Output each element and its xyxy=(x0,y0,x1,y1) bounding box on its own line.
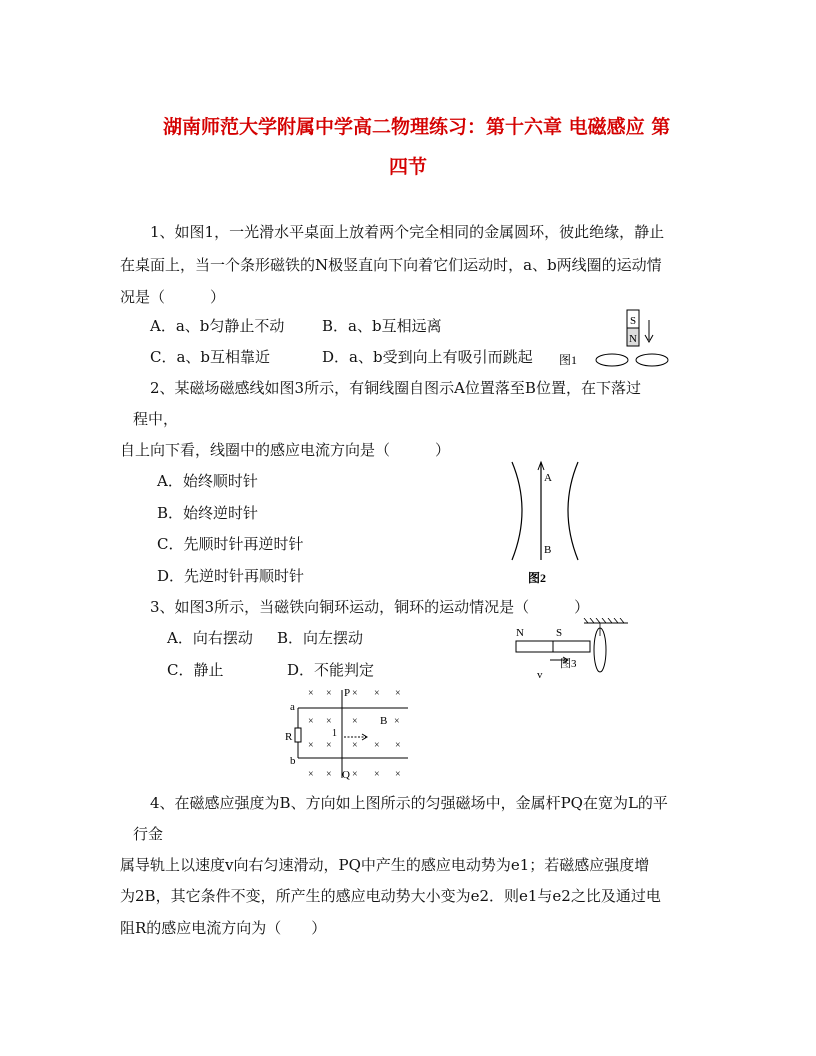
q3-option-d: D．不能判定 xyxy=(287,661,375,679)
field-cross: × xyxy=(326,769,332,780)
q1-option-c: C．a、b互相靠近 xyxy=(150,348,271,366)
field-cross: × xyxy=(352,740,358,751)
label-current: 1 xyxy=(332,728,337,739)
page-title-line2: 四节 xyxy=(389,156,428,178)
figure-2-label: 图2 xyxy=(528,571,547,585)
q2-line3: 自上向下看，线圈中的感应电流方向是（ ） xyxy=(120,441,451,459)
point-b-label: B xyxy=(544,544,552,556)
page-title-line1: 湖南师范大学附属中学高二物理练习：第十六章 电磁感应 第 xyxy=(163,116,671,138)
field-cross: × xyxy=(352,688,358,699)
q1-line2: 在桌面上，当一个条形磁铁的N极竖直向下向着它们运动时，a、b两线圈的运动情 xyxy=(120,256,662,274)
field-cross: × xyxy=(374,740,380,751)
field-cross: × xyxy=(308,769,314,780)
figure-3 xyxy=(510,618,630,684)
label-field-b: B xyxy=(380,715,388,727)
q3-option-b: B．向左摆动 xyxy=(277,629,364,647)
q4-line1: 4、在磁感应强度为B、方向如上图所示的匀强磁场中，金属杆PQ在宽为L的平 xyxy=(150,794,668,812)
field-cross: × xyxy=(395,740,401,751)
q1-option-b: B．a、b互相远离 xyxy=(322,317,442,335)
field-cross: × xyxy=(352,769,358,780)
field-crosses xyxy=(308,688,401,780)
resistor-r xyxy=(295,728,301,742)
figure-1-label: 图1 xyxy=(559,353,578,367)
field-cross: × xyxy=(395,688,401,699)
q3-option-a: A．向右摆动 xyxy=(167,629,253,647)
field-cross: × xyxy=(352,716,358,727)
field-cross: × xyxy=(326,740,332,751)
field-cross: × xyxy=(326,716,332,727)
magnet-s-label: S xyxy=(629,315,637,327)
q2-option-a: A．始终顺时针 xyxy=(157,472,258,490)
q1-line1: 1、如图1，一光滑水平桌面上放着两个完全相同的金属圆环，彼此绝缘，静止 xyxy=(150,223,665,241)
field-cross: × xyxy=(374,769,380,780)
label-r: R xyxy=(285,731,293,743)
q3-line1: 3、如图3所示，当磁铁向铜环运动，铜环的运动情况是（ ） xyxy=(150,598,590,616)
velocity-label: v xyxy=(537,669,543,681)
q4-line5: 阻R的感应电流方向为（ ） xyxy=(120,919,327,937)
field-line-right xyxy=(568,462,578,560)
q4-line3: 属导轨上以速度v向右匀速滑动，PQ中产生的感应电动势为e1；若磁感应强度增 xyxy=(120,856,650,874)
q2-option-d: D．先逆时针再顺时针 xyxy=(157,567,305,585)
field-cross: × xyxy=(394,716,400,727)
field-cross: × xyxy=(395,769,401,780)
q2-option-b: B．始终逆时针 xyxy=(157,504,259,522)
figure-1 xyxy=(555,308,685,370)
label-b: b xyxy=(290,755,296,767)
pole-n-label: N xyxy=(516,627,524,639)
figure-2 xyxy=(500,458,600,588)
figure-4 xyxy=(282,684,412,784)
q4-line2: 行金 xyxy=(133,825,164,843)
pole-s-label: S xyxy=(556,627,563,639)
field-line-left xyxy=(512,462,522,560)
q2-option-c: C．先顺时针再逆时针 xyxy=(157,535,304,553)
q1-option-d: D．a、b受到向上有吸引而跳起 xyxy=(322,348,533,366)
ring-a xyxy=(596,354,628,366)
label-q: Q xyxy=(342,769,350,781)
figure-3-label: 图3 xyxy=(560,658,577,670)
q1-line3: 况是（ ） xyxy=(120,288,226,306)
field-cross: × xyxy=(326,688,332,699)
q4-line4: 为2B，其它条件不变，所产生的感应电动势大小变为e2．则e1与e2之比及通过电 xyxy=(120,887,661,905)
q2-line1: 2、某磁场磁感线如图3所示，有铜线圈自图示A位置落至B位置，在下落过 xyxy=(150,379,641,397)
point-a-label: A xyxy=(544,472,552,484)
field-cross: × xyxy=(308,716,314,727)
label-a: a xyxy=(290,701,295,713)
q1-option-a: A．a、b匀静止不动 xyxy=(150,317,285,335)
magnet-n-label: N xyxy=(629,333,637,345)
field-cross: × xyxy=(308,740,314,751)
ring-b xyxy=(636,354,668,366)
q2-line2: 程中， xyxy=(133,410,179,428)
ceiling-hatch xyxy=(584,618,624,623)
field-cross: × xyxy=(374,688,380,699)
q3-option-c: C．静止 xyxy=(167,661,224,679)
label-p: P xyxy=(344,687,351,699)
field-cross: × xyxy=(308,688,314,699)
